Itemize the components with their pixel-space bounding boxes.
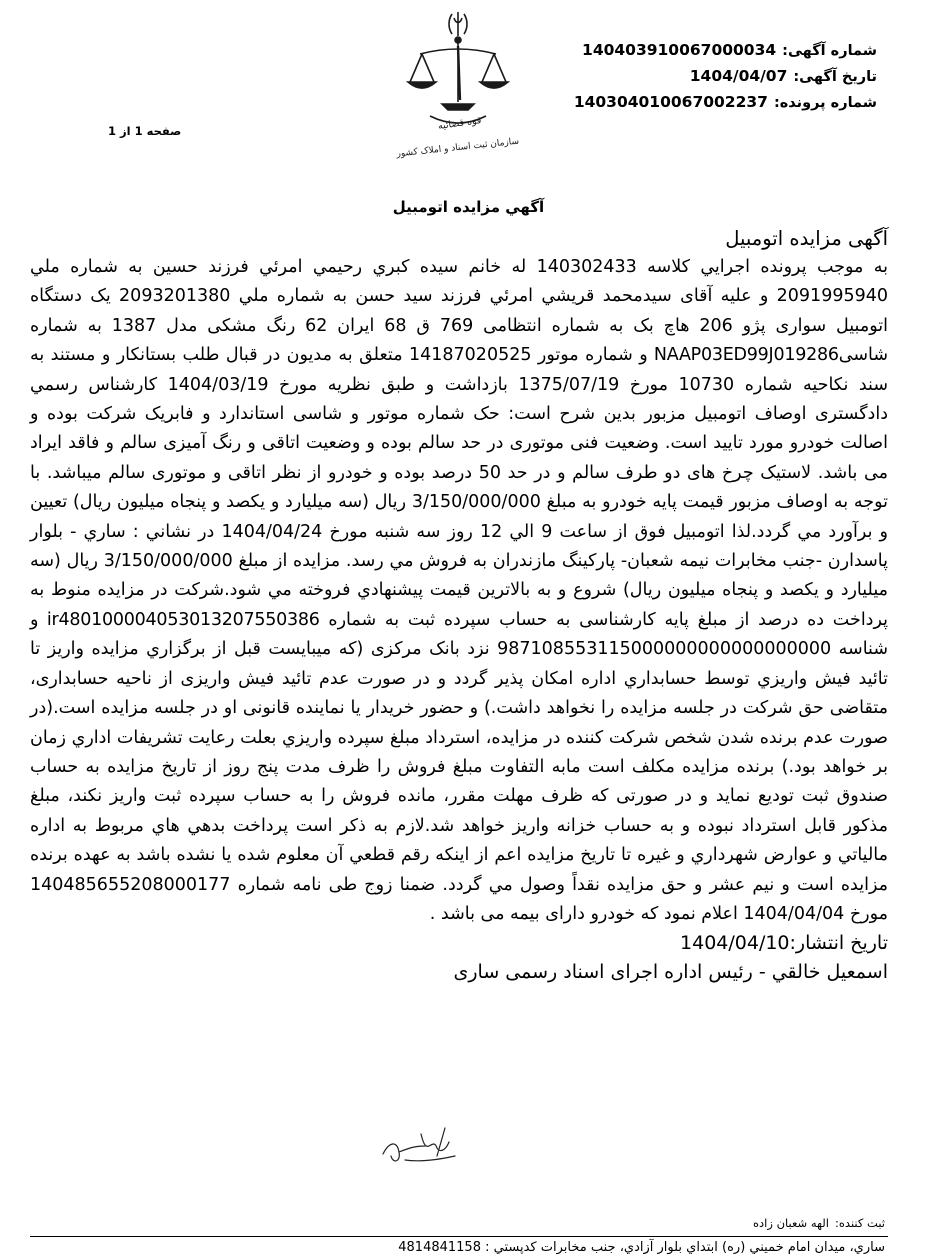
publish-date: تاریخ انتشار:1404/04/10	[680, 932, 888, 955]
document-title: آگهي مزايده اتومبيل	[392, 198, 545, 216]
judiciary-emblem-icon	[368, 10, 548, 160]
case-number-value: 140304010067002237	[573, 93, 768, 111]
notice-content	[30, 224, 888, 987]
ad-number-value: 140403910067000034	[582, 41, 777, 59]
office-address: ساري، ميدان امام خميني (ره) ابتداي بلوار آزادي، جنب مخابرات كدپستي : 4814841158	[398, 1240, 885, 1255]
case-number-label: شماره پرونده:	[773, 95, 877, 111]
registrar-line	[753, 1216, 885, 1230]
page-indicator: صفحه 1 از 1	[108, 124, 182, 138]
signature-icon	[375, 1112, 475, 1172]
svg-text:قوه قضائیه: قوه قضائیه	[437, 115, 483, 133]
svg-text:سازمان ثبت اسناد و املاک کشور: سازمان ثبت اسناد و املاک کشور	[396, 136, 520, 160]
registrar-name: الهه شعبان زاده	[753, 1216, 830, 1230]
ad-date-label: تاریخ آگهی:	[793, 69, 877, 85]
ad-date-row	[577, 64, 877, 90]
case-number-row	[573, 90, 877, 116]
notice-body: به موجب پرونده اجرايي كلاسه 140302433 له خانم سیده كبري رحيمي امرئي فرزند حسين به شماره ملي 2091995940 و عليه آقای سیدمحمد قريشي امرئي فرزند سيد حسن به شماره ملي 2093201380 یک دستگاه اتومبیل سواری پژو 206 هاچ بک به شماره انتظامی 769 ق 68 ایران 62 رنگ مشکی مدل 1387 به شماره شاسیNAAP03ED99J019286 و شماره موتور 14187020525 متعلق به مديون در قبال طلب بستانکار و مستند به سند نکاحیه شماره 10730 مورخ 1375/07/19 بازداشت و طبق نظريه مورخ 1404/03/19 كارشناس رسمي دادگستری اوصاف اتومبيل مزبور بدين شرح است: حک شماره موتور و شاسی استاندارد و فابریک شرکت بوده و اصالت خودرو مورد تایید است. وضعیت فنی موتوری در حد سالم بوده و وضعیت اتاقی و رنگ آمیزی سالم و فاقد ایراد می باشد. لاستیک چرخ های دو طرف سالم و در حد 50 درصد بوده و خودرو از نظر اتاقی و موتوری سالم میباشد. با توجه به اوصاف مزبور قیمت پایه خودرو به مبلغ 3/150/000/000 ريال (سه میلیارد و یکصد و پنجاه میلیون ريال) تعيين و برآورد مي گردد.لذا اتومبيل فوق از ساعت 9 الي 12 روز سه شنبه مورخ 1404/04/24 در نشاني : ساري - بلوار پاسدارن -جنب مخابرات نیمه شعبان- پارکینگ مازندران به فروش مي رسد. مزايده از مبلغ 3/150/000/000 ريال (سه میلیارد و یکصد و پنجاه میلیون ريال) شروع و به بالاترين قيمت پيشنهادي فروخته مي شود.شرکت در مزایده منوط به پرداخت ده درصد از مبلغ پایه کارشناسی به حساب سپرده ثبت به شماره ir480100004053013207550386 و شناسه 987108553115000000000000000000 نزد بانک مرکزی (که میبایست قبل از برگزاري مزايده واريز تا تائيد فیش واريزي توسط حسابداري اداره امکان پذیر گردد و در صورت عدم تائید فیش واریزی از ناحیه حسابداری، متقاضی حق شرکت در جلسه مزایده را نخواهد داشت.) و حضور خریدار یا نماینده قانونی او در جلسه مزایده است.(در صورت عدم برنده شدن شخص شرکت کننده در مزایده، استرداد مبلغ سپرده واريزي بعلت رعایت تشریفات اداري زمان بر خواهد بود.) برنده مزايده مكلف است مابه التفاوت مبلغ فروش را ظرف مدت پنج روز از تاريخ مزايده به حساب صندوق ثبت توديع نمايد و در صورتی که ظرف مهلت مقرر، مانده فروش را به حساب سپرده ثبت واريز نكند، مبلغ مذكور قابل استرداد نبوده و به حساب خزانه واريز خواهد شد.لازم به ذكر است پرداخت بدهي هاي مربوط به اداره مالياتي و عوارض شهرداري و غيره تا تاريخ مزايده اعم از اينكه رقم قطعي آن معلوم شده يا نشده باشد به عهده برنده مزايده است و نيم عشر و حق مزايده نقداً وصول مي گردد. ضمنا زوج طی نامه شماره 14048565520800017​7 مورخ 1404/04/04 اعلام نمود که خودرو دارای بیمه می باشد .	[30, 257, 888, 924]
ad-number-label: شماره آگهی:	[782, 43, 877, 59]
ad-date-value: 1404/04/07	[689, 67, 788, 85]
signatory: اسمعيل خالقي - رئیس اداره اجرای اسناد رسمی ساری	[453, 961, 888, 984]
ad-number-row	[577, 38, 877, 64]
notice-meta	[573, 38, 877, 116]
intro-heading: آگهی مزایده اتومبیل	[725, 227, 888, 250]
footer-divider	[30, 1236, 888, 1237]
registrar-label: ثبت کننده:	[835, 1216, 885, 1230]
